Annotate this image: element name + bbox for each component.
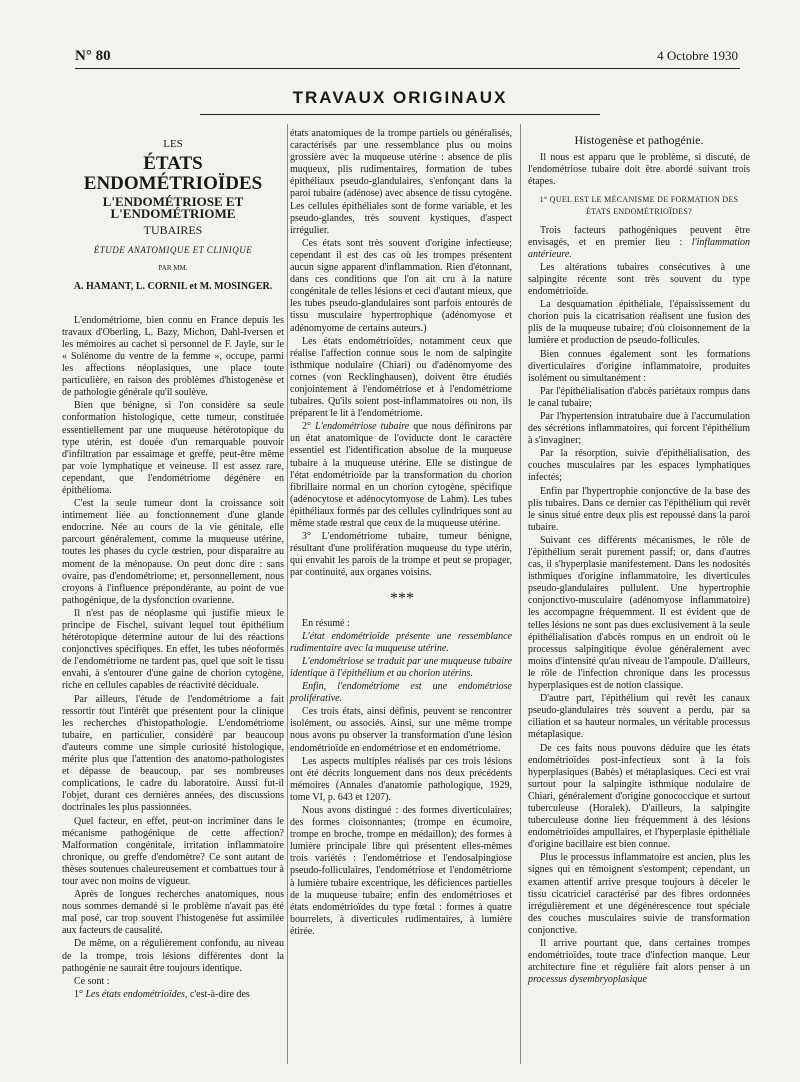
paragraph: Ce sont : [74, 975, 110, 987]
text: Il arrive pourtant que, dans certaines trompes endométrioïdes, toute trace d'infection manque. Leur architecture fine et régulière fait alors penser à un [528, 938, 750, 974]
section-title: TRAVAUX ORIGINAUX [292, 88, 508, 107]
paragraph: Bien connues également sont les formations diverticulaires d'origine inflammatoire, produites isolément ou simultanément : [528, 348, 750, 384]
paragraph: Ces états sont très souvent d'origine infectieuse; cependant il est des cas où les trompes présentent aucun signe apparent d'inflammation. Rien d'étonnant, dans ces conditions que l'on ait cru à la nature congénitale de telles lésions et ceci d'autant mieux, que les tubes pseudo-glandulaires sont parfois entourés de tissu musculaire hypertrophique (adénomyose et adénomyome de certains auteurs.) [290, 237, 512, 334]
paragraph: Quel facteur, en effet, peut-on incriminer dans le mécanisme pathogénique de cette affection? Malformation congénitale, irritation inflammatoire chronique, ou greffe d'endomètre? Ce sont autant de thèses soutenues chaleureusement et combattues tour à tour avec non moins de vigueur. [62, 815, 284, 887]
list-number: 1° [74, 988, 86, 1000]
paragraph [62, 989, 284, 1001]
paragraph [290, 421, 512, 530]
paragraph: Il nous est apparu que le problème, si discuté, de l'endométriose tubaire doit être abordé suivant trois étapes. [528, 152, 750, 188]
column-3 [528, 128, 750, 987]
paragraph [528, 938, 750, 986]
summary-item: L'endométriose se traduit par une muqueuse tubaire identique à l'épithélium et au chorion utérins. [290, 655, 512, 679]
article-subtitle: L'ENDOMÉTRIOSE ET L'ENDOMÉTRIOME [102, 194, 244, 222]
subsection-heading: 1° QUEL EST LE MÉCANISME DE FORMATION DES ÉTATS ENDOMÉTRIOÏDES? [539, 195, 739, 217]
column-1 [62, 128, 284, 1002]
paragraph: Les états endométrioïdes, notamment ceux que réalise l'affection connue sous le nom de salpingite isthmique nodulaire (Chiari) ou d'adénomyome des cornes (von Recklinghausen), doivent être étudiés conjointement à l'endométriose et à l'endométriome tubaires. Qu'ils soient post-inflammatoires ou non, ils préparent le lit à l'endométriome. [290, 335, 512, 420]
issue-number: N° 80 [75, 48, 111, 64]
header-divider [75, 68, 740, 69]
article-study-type: ÉTUDE ANATOMIQUE ET CLINIQUE [93, 245, 253, 256]
paragraph: Après de longues recherches anatomiques, nous nous sommes demandé si le problème n'avait pas été mal posé, car trop souvent l'histogenèse fut assimilée aux facteurs de causalité. [62, 889, 284, 937]
article-authors: A. HAMANT, L. CORNIL et M. MOSINGER. [73, 280, 273, 292]
paragraph [528, 225, 750, 261]
paragraph: Bien que bénigne, si l'on considère sa seule conformation histologique, cette tumeur, constituée essentiellement par une muqueuse hétérotopique du type utérin, est douée d'un remarquable pouvoir d'infiltration par essaimage et greffe, peut-être même par voie lymphatique et veineuse. Il est assez rare, cependant, que l'endométriome dégénère en épithélioma. [62, 400, 284, 496]
paragraph: D'autre part, l'épithélium qui revêt les canaux pseudo-glandulaires très souvent a perdu, par sa ciliation et sa hauteur normales, un véritable processus métaplasique. [528, 693, 750, 741]
article-tubaires: TUBAIRES [143, 223, 203, 238]
emphasis: processus dysembryoplasique [528, 974, 647, 986]
summary-item: L'état endométrioïde présente une ressemblance rudimentaire avec la muqueuse utérine. [290, 630, 512, 654]
paragraph: Par l'hypertension intratubaire due à l'accumulation des sécrétions inflammatoires, qui forcent l'épithélium à s'invaginer; [528, 410, 750, 447]
article-les: LES [163, 138, 183, 150]
paragraph: 3° L'endométriome tubaire, tumeur bénigne, résultant d'une prolifération muqueuse du type utérin, qui envahit les parois de la trompe et peut se propager, par continuité, aux organes voisins. [290, 531, 512, 579]
article-title: ÉTATS ENDOMÉTRIOÏDES [83, 153, 263, 195]
paragraph: L'endométriome, bien connu en France depuis les travaux d'Oberling, L. Bazy, Michon, Dahl-Iversen et les mémoires au cachet si personnel de F. Jayle, sur le « Solénome du ventre de la femme », occupe, parmi les affections néoplasiques, une place toute particulière, en raison des problèmes d'histogenèse et de pathologie générale qu'il soulève. [62, 314, 284, 399]
paragraph: De même, on a régulièrement confondu, au niveau de la trompe, trois lésions différentes dont la pathogénie ne saurait être toujours identique. [62, 938, 284, 974]
paragraph: Par l'épithélialisation d'abcès pariétaux rompus dans le canal tubaire; [528, 385, 750, 409]
section-heading: Histogenèse et pathogénie. [574, 133, 704, 147]
paragraph: Il n'est pas de néoplasme qui justifie mieux le principe de Fischel, suivant lequel tout épithélium hétérotopique détermine autour de lui des réactions conjonctives spécifiques. En effet, les tubes néoformés de l'endométriome ne tardent pas, quel que soit le tissu envahi, à s'entourer d'une gaine de chorion cytogène, riche en cellules capables de réactivité déciduale. [62, 607, 284, 692]
section-title-divider [200, 114, 600, 115]
issue-date: 4 Octobre 1930 [657, 48, 738, 63]
column-divider-1 [287, 124, 288, 1064]
text: Trois facteurs pathogéniques peuvent être envisagés, et en premier lieu : [528, 224, 750, 248]
paragraph: De ces faits nous pouvons déduire que les états endométrioïdes post-infectieux sont à la fois hyperplasiques (Babès) et métaplasiques. Ceci est vrai surtout pour la salpingite isthmique nodulaire de Chiari, généralement d'origine gonococcique et surtout tuberculeuse (Horalek). D'ailleurs, la salpingite tuberculeuse donne lieu fréquemment à des lésions endométrioïdes ampullaires, et l'hyperplasie épithéliale d'origine bacillaire est bien connue. [528, 742, 750, 851]
paragraph: états anatomiques de la trompe partiels ou généralisés, caractérisés par une ressemblance plus ou moins grossière avec la muqueuse utérine : absence de plis muqueux, plis rudimentaires, formation de tubes épithéliaux pseudo-glandulaires, s'enfonçant dans la paroi tubaire (adénose) avec absence de tissu cytogène. Les cellules épithéliales sont de forme variable, et les pseudo-glandes, très souvent kystiques, d'aspect irrégulier. [290, 128, 512, 236]
column-2 [290, 128, 512, 939]
article-par: PAR MM. [158, 264, 188, 273]
paragraph: Enfin par l'hypertrophie conjonctive de la base des plis tubaires. Dans ce dernier cas l'épithélium qui revêt le sinus situé entre deux plis est repoussé dans la paroi tubaire. [528, 485, 750, 533]
paragraph: Nous avons distingué : des formes diverticulaires; des formes cloisonnantes; (trompe en écumoire, trompe en broche, trompe en médaillon); des formes à lumière principale libre qui présentent elles-mêmes trois variétés : l'endométriose et l'endosalpingiose pseudo-folliculaires, l'endométriose et l'endométriome à lumière tubaire excentrique, les déficiences partielles de la muqueuse tubaire; enfin des endométrioses et états endométrioïdes du type fœtal : formes à quatre bourrelets, à diverticules rudimentaires, à lumière étirée. [290, 804, 512, 937]
paragraph: Par ailleurs, l'étude de l'endométriome a fait ressortir tout l'intérêt que présentent pour la clinique les recherches d'histopathologie. L'endométriome tubaire, en particulier, considéré par beaucoup d'auteurs comme une simple curiosité histologique, mérite plus que l'attention des anatomo-pathologistes et dépasse de beaucoup, par ses nombreuses complications, le cadre du laboratoire. Aussi fut-il l'objet, durant ces dernières années, des discussions doctrinales les plus passionnées. [62, 693, 284, 814]
paragraph: Par la résorption, suivie d'épithélialisation, des couches musculaires par les espaces lymphatiques infectés; [528, 448, 750, 484]
emphasis: L'endométriose tubaire [315, 421, 410, 433]
column-divider-2 [520, 124, 521, 1064]
summary-item: Enfin, l'endométriome est une endométriose proliférative. [290, 681, 512, 705]
list-number: 2° [302, 421, 316, 433]
paragraph: En résumé : [302, 617, 350, 629]
paragraph: C'est la seule tumeur dont la croissance soit intimement liée au fonctionnement d'une glande endocrine. Née au cours de la vie génitale, elle parcourt généralement, comme la muqueuse utérine, toutes les phases du cycle œstrien, pour disparaître au moment de la ménopause. On peut donc dire : sans ovaire, pas d'endométriome; et, personnellement, nous croyons à l'influence prépondérante, au point de vue pathogénique, de la dysfonction ovarienne. [62, 498, 284, 606]
section-stars: * * * [390, 590, 412, 608]
paragraph: La desquamation épithéliale, l'épaississement du chorion puis la cicatrisation réalisent une fusion des plis de la muqueuse tubaire; d'où cloisonnement de la lumière et production de pseudo-follicules. [528, 299, 750, 347]
paragraph: Ces trois états, ainsi définis, peuvent se rencontrer isolément, ou associés. Ainsi, sur une même trompe nous avons pu observer la transformation d'une lésion endométrioïde en endométriose et en endométriome. [290, 706, 512, 754]
paragraph: Les altérations tubaires consécutives à une salpingite récente sont très souvent du type endométrioïde. [528, 261, 750, 298]
text: que nous définirons par un état anatomique de l'oviducte dont le caractère essentiel est l'identification absolue de la muqueuse tubaire à la muqueuse utérine. Elle se distingue de l'état endométrioïde par la transformation du chorion fibrillaire normal en un chorion cytogène, spécifique (adénocytose et adénocytomyose de Lahm). Les tubes épithéliaux formés par des cellules cylindriques sont au même stade œstral que ceux de la muqueuse utérine. [290, 421, 512, 529]
paragraph: Les aspects multiples réalisés par ces trois lésions ont été décrits longuement dans nos deux précédents mémoires (Annales d'anatomie pathologique, 1929, tome VI, p. 643 et 1207). [290, 755, 512, 803]
paragraph: Suivant ces différents mécanismes, le rôle de l'épithélium serait purement passif; or, dans d'autres cas, il s'hyperplasie manifestement. Dans les nodosités isthmiques d'origine inflammatoire, les diverticules pseudo-glandulaires pullulent. Une hypertrophie conjonctivo-musculaire (adénomyose inflammatoire) les accompagne fréquemment. Il est évident que de telles lésions ne sont pas dues exclusivement à la seule épithélialisation d'abcès rompus en un endroit où le processus salpingitique évolue généralement avec moins d'intensité qu'au niveau de l'ampoule. D'ailleurs, le rôle de l'infection chronique dans les processus hyperplasiques est de notion classique. [528, 534, 750, 692]
paragraph: Plus le processus inflammatoire est ancien, plus les signes qui en témoignent s'estompent; cependant, un examen attentif arrive presque toujours à déceler le tissu cicatriciel caractérisé par des fibres ordonnées irrégulièrement et une dégénérescence tout spéciale des couches musculaires suivie de transformation conjonctive. [528, 852, 750, 936]
emphasis: l'inflammation antérieure. [528, 236, 750, 260]
text: c'est-à-dire des [187, 988, 250, 1000]
emphasis: Les états endométrioïdes, [85, 988, 188, 1000]
